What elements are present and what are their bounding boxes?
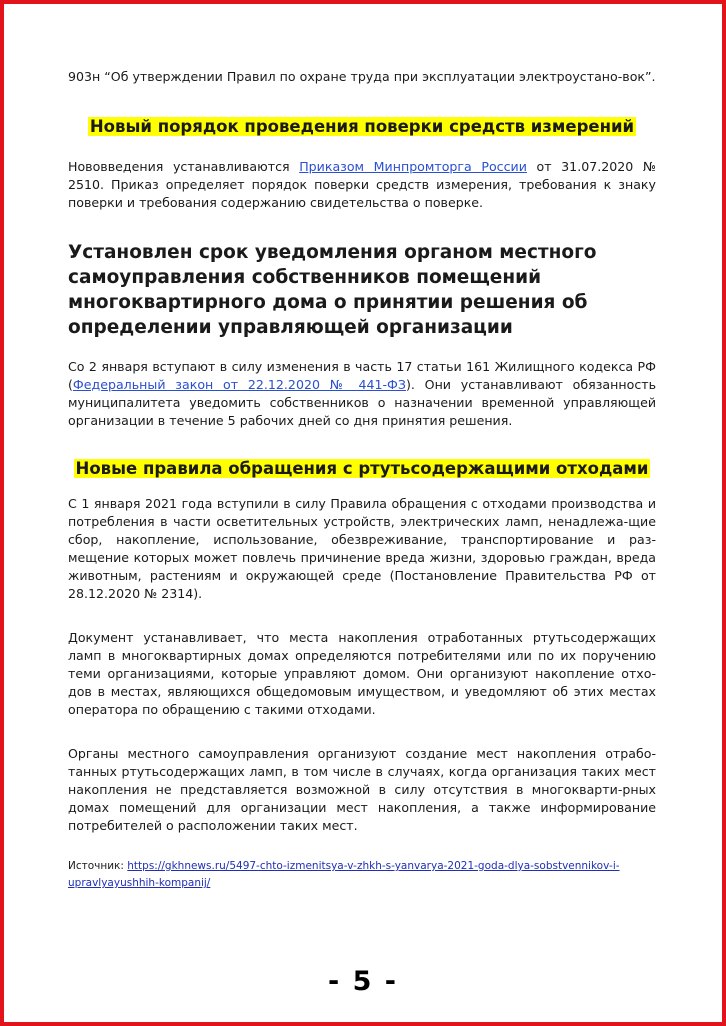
section1-heading-text: Новый порядок проведения поверки средств измерений bbox=[89, 117, 635, 136]
section2-paragraph bbox=[68, 358, 656, 430]
federal-law-link[interactable]: Федеральный закон от 22.12.2020 № 441-ФЗ bbox=[72, 377, 406, 392]
section1-paragraph bbox=[68, 158, 656, 212]
section3-heading-text: Новые правила обращения с ртутьсодержащими отходами bbox=[75, 459, 649, 478]
section3-heading bbox=[68, 458, 656, 480]
section3-paragraph2: Документ устанавливает, что места накопления отработанных ртутьсодержащих ламп в многоквартирных домах определяются потребителями или по их поручению теми организациями, которые управляют домом. Они организуют накопление отхо-дов в местах, являющихся общедомовым имуществом, и уведомляют об этих местах оператора по обращению с такими отходами. bbox=[68, 630, 656, 717]
source-url-line1: https://gkhnews.ru/5497-chto-izmenitsya-v-zhkh-s-yanvarya-2021-goda-dlya-sobstvennikov-i- bbox=[127, 860, 620, 872]
section1-text-before: Нововведения устанавливаются bbox=[68, 159, 300, 174]
minpromtorg-order-link[interactable]: Приказом Минпромторга России bbox=[299, 159, 527, 174]
source-url-line2: upravlyayushhih-kompanij/ bbox=[68, 877, 211, 889]
section3-paragraph1: С 1 января 2021 года вступили в силу Правила обращения с отходами производства и потребления в части осветительных устройств, электрических ламп, ненадлежа-щие сбор, накопление, использование, обезвреживание, транспортирование и раз-мещение которых может повлечь причинение вреда жизни, здоровью граждан, вреда животным, растениям и окружающей среде (Постановление Правительства РФ от 28.12.2020 № 2314). bbox=[68, 496, 656, 601]
section2-heading: Установлен срок уведомления органом местного самоуправления собственников помещений многоквартирного дома о принятии решения об определении управляющей организации bbox=[68, 242, 597, 338]
page-content bbox=[68, 68, 656, 892]
page-number: - 5 - bbox=[328, 966, 398, 997]
intro-paragraph: 903н “Об утверждении Правил по охране труда при эксплуатации электроустано-вок”. bbox=[68, 69, 656, 84]
section2-text-after: ). Они устанавливают обязанность муниципалитета уведомить собственников о назначении временной управляющей организации в течение 5 рабочих дней со дня принятия решения. bbox=[68, 377, 656, 428]
section3-paragraph3: Органы местного самоуправления организуют создание мест накопления отрабо-танных ртутьсодержащих ламп, в том числе в случаях, когда организация таких мест накопления не представляется возможной в силу отсутствия в многокварти-рных домах помещений для организации мест накопления, а также информирование потребителей о расположении таких мест. bbox=[68, 746, 656, 833]
source-line bbox=[68, 858, 656, 892]
section2-text-before: Со 2 января вступают в силу изменения в часть 17 статьи 161 Жилищного кодекса РФ ( bbox=[68, 359, 656, 392]
section1-heading bbox=[68, 116, 656, 138]
section1-text-after: от 31.07.2020 № 2510. Приказ определяет порядок поверки средств измерения, требования к знаку поверки и требования содержанию свидетельства о поверке. bbox=[68, 159, 656, 210]
source-link[interactable] bbox=[68, 860, 620, 889]
source-label: Источник: bbox=[68, 860, 128, 872]
